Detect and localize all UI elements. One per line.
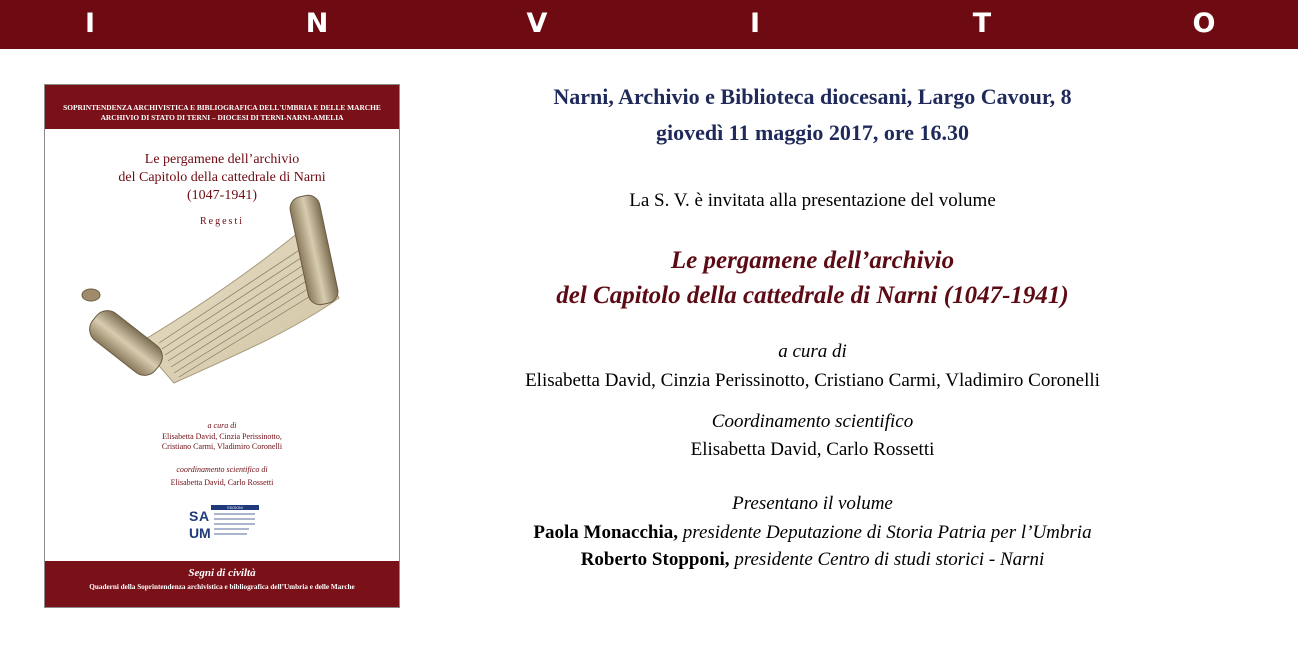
cover-header-line2: ARCHIVIO DI STATO DI TERNI – DIOCESI DI TERNI-NARNI-AMELIA [100,113,344,122]
saum-logo [187,505,259,541]
presenter-line [440,549,1185,571]
cover-regesti: Regesti [200,216,244,227]
event-datetime: giovedì 11 maggio 2017, ore 16.30 [655,120,970,145]
presenters-label: Presentano il volume [732,493,893,514]
cover-coord-label: coordinamento scientifico di [176,465,268,474]
presenter-name: Roberto Stopponi, [580,549,730,570]
logo-edizioni: EDIZIONI [227,506,243,511]
book-cover [44,84,400,608]
curators-label: a cura di [778,341,847,362]
cover-header [45,85,399,129]
banner-letter: I [749,8,761,39]
logo-letter: A [199,508,210,524]
cover-coord-names: Elisabetta David, Carlo Rossetti [170,478,274,487]
invito-banner [0,0,1298,49]
invitation-line: La S. V. è invitata alla presentazione del volume [629,190,996,211]
cover-series-subtitle: Quaderni della Soprintendenza archivistica e bibliografica dell’Umbria e delle Marche [89,583,355,591]
cover-series-title: Segni di civiltà [188,567,256,579]
logo-letter: U [189,525,200,541]
coordination-names: Elisabetta David, Carlo Rossetti [690,439,935,460]
parchment-scroll-image [79,193,369,393]
cover-curators-label: a cura di [207,421,237,430]
coordination-label: Coordinamento scientifico [711,411,914,432]
presenter-role: presidente Centro di studi storici - Narni [729,549,1045,570]
cover-header-line1: SOPRINTENDENZA ARCHIVISTICA E BIBLIOGRAFICA DELL'UMBRIA E DELLE MARCHE [63,103,381,112]
cover-title-line2: del Capitolo della cattedrale di Narni [118,170,326,185]
cover-curators-line2: Cristiano Carmi, Vladimiro Coronelli [161,442,283,451]
presenter-name: Paola Monacchia, [533,522,679,543]
banner-letter: T [972,8,992,39]
book-title-line1: Le pergamene dell’archivio [670,247,955,274]
curators-names: Elisabetta David, Cinzia Perissinotto, Cristiano Carmi, Vladimiro Coronelli [525,370,1100,391]
cover-footer [45,561,399,607]
banner-letter: V [526,8,548,39]
presenter-role: presidente Deputazione di Storia Patria per l’Umbria [678,522,1092,543]
logo-letter: S [189,508,199,524]
banner-letter: N [305,8,329,39]
cover-curators-line1: Elisabetta David, Cinzia Perissinotto, [162,432,282,441]
banner-letter: O [1192,8,1216,39]
cover-title-line1: Le pergamene dell’archivio [144,152,300,167]
presenter-line [440,522,1185,544]
banner-letter: I [84,8,96,39]
book-title-line2: del Capitolo della cattedrale di Narni (1047-1941) [556,282,1069,309]
logo-letter: M [199,525,211,541]
cover-title-line3: (1047-1941) [187,188,257,203]
event-venue: Narni, Archivio e Biblioteca diocesani, Largo Cavour, 8 [553,84,1072,109]
